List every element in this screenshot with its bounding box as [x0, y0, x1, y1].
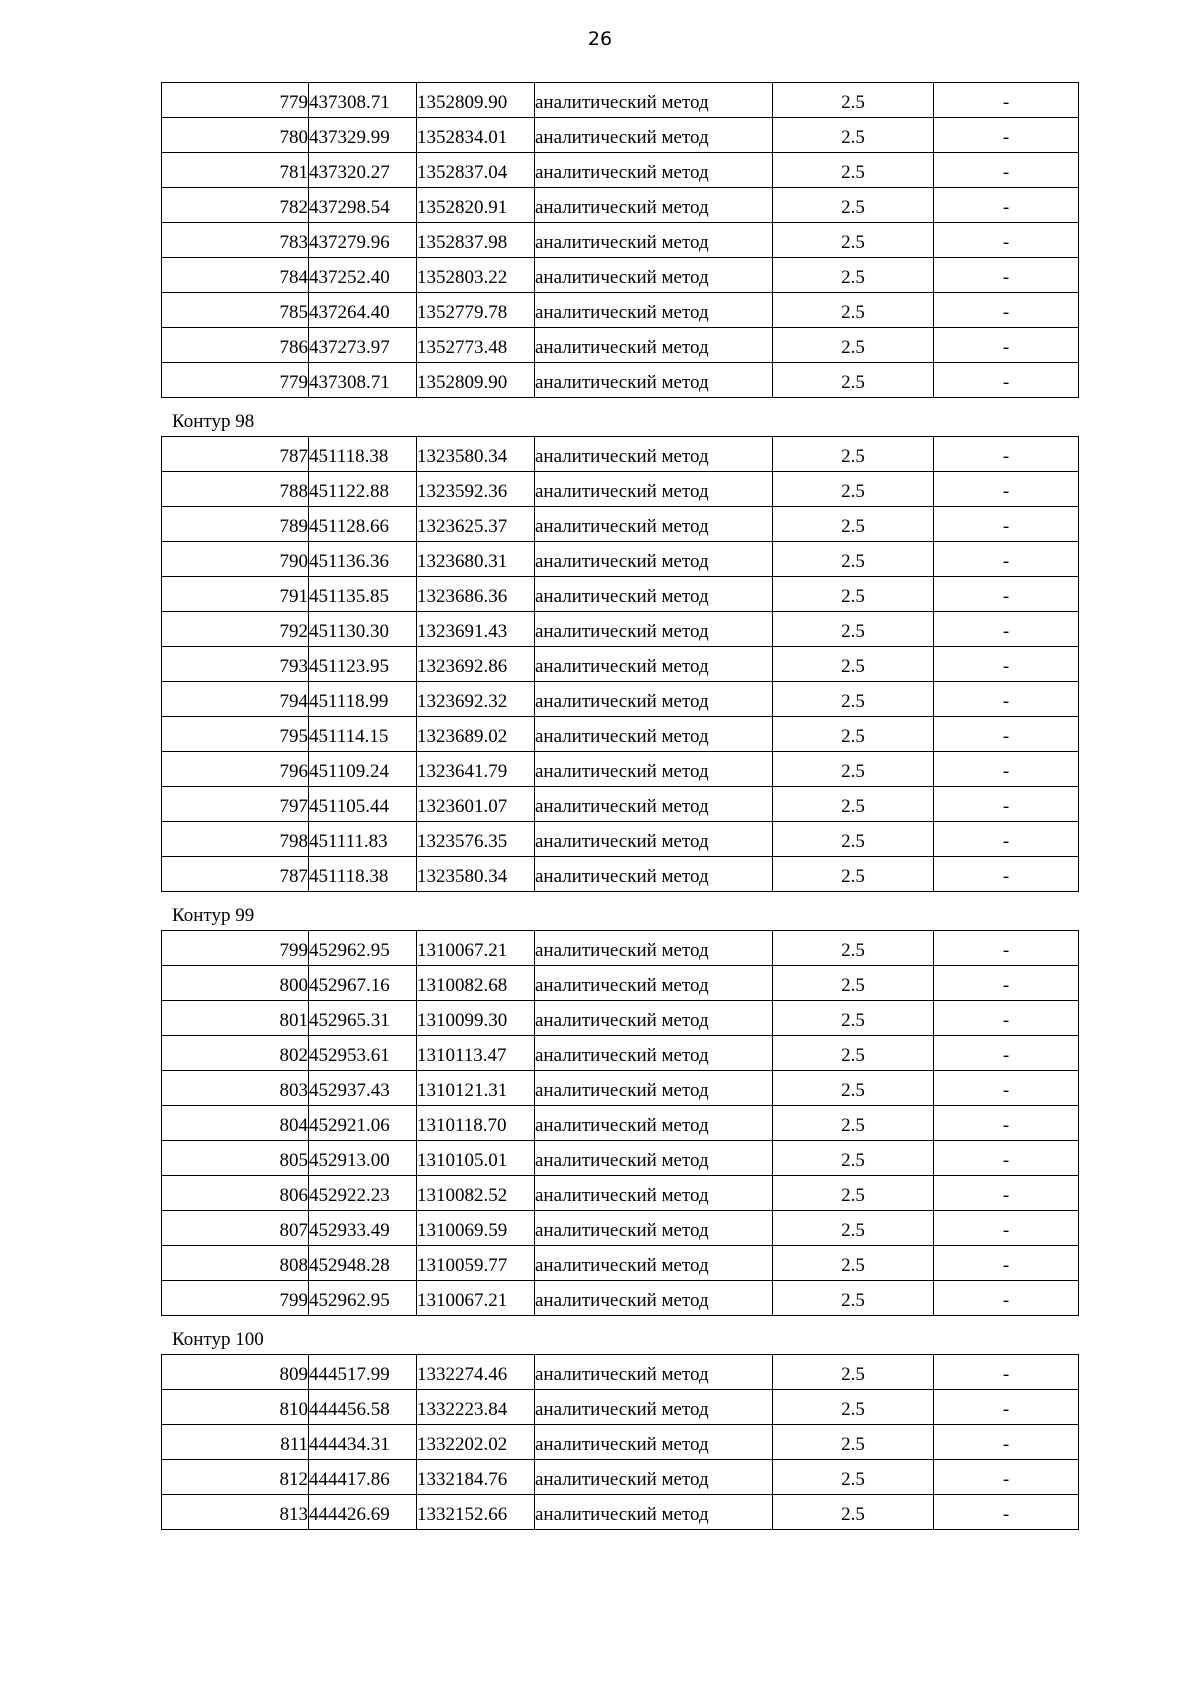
y-coordinate-cell: 1352773.48 — [417, 328, 535, 363]
accuracy-cell: 2.5 — [773, 328, 934, 363]
accuracy-cell: 2.5 — [773, 717, 934, 752]
point-number-cell: 787 — [162, 857, 309, 892]
description-cell: - — [934, 1281, 1079, 1316]
method-cell: аналитический метод — [535, 363, 773, 398]
accuracy-cell: 2.5 — [773, 293, 934, 328]
method-cell: аналитический метод — [535, 258, 773, 293]
method-cell: аналитический метод — [535, 328, 773, 363]
x-coordinate-cell: 451118.38 — [309, 437, 417, 472]
description-cell: - — [934, 1460, 1079, 1495]
x-coordinate-cell: 444517.99 — [309, 1355, 417, 1390]
description-cell: - — [934, 542, 1079, 577]
description-cell: - — [934, 507, 1079, 542]
description-cell: - — [934, 966, 1079, 1001]
method-cell: аналитический метод — [535, 1495, 773, 1530]
description-cell: - — [934, 1246, 1079, 1281]
point-number-cell: 790 — [162, 542, 309, 577]
x-coordinate-cell: 437273.97 — [309, 328, 417, 363]
y-coordinate-cell: 1323592.36 — [417, 472, 535, 507]
method-cell: аналитический метод — [535, 507, 773, 542]
description-cell: - — [934, 787, 1079, 822]
accuracy-cell: 2.5 — [773, 1141, 934, 1176]
method-cell: аналитический метод — [535, 1355, 773, 1390]
point-number-cell: 799 — [162, 1281, 309, 1316]
accuracy-cell: 2.5 — [773, 472, 934, 507]
y-coordinate-cell: 1310118.70 — [417, 1106, 535, 1141]
y-coordinate-cell: 1332274.46 — [417, 1355, 535, 1390]
x-coordinate-cell: 451122.88 — [309, 472, 417, 507]
description-cell: - — [934, 258, 1079, 293]
description-cell: - — [934, 1071, 1079, 1106]
point-number-cell: 779 — [162, 363, 309, 398]
description-cell: - — [934, 188, 1079, 223]
method-cell: аналитический метод — [535, 717, 773, 752]
y-coordinate-cell: 1323576.35 — [417, 822, 535, 857]
x-coordinate-cell: 437308.71 — [309, 83, 417, 118]
point-number-cell: 781 — [162, 153, 309, 188]
accuracy-cell: 2.5 — [773, 1211, 934, 1246]
table-row — [162, 1211, 1079, 1246]
coordinates-table — [161, 82, 1079, 398]
table-row — [162, 577, 1079, 612]
point-number-cell: 803 — [162, 1071, 309, 1106]
accuracy-cell: 2.5 — [773, 857, 934, 892]
description-cell: - — [934, 612, 1079, 647]
table-row — [162, 437, 1079, 472]
x-coordinate-cell: 451105.44 — [309, 787, 417, 822]
y-coordinate-cell: 1310082.52 — [417, 1176, 535, 1211]
x-coordinate-cell: 437264.40 — [309, 293, 417, 328]
method-cell: аналитический метод — [535, 1001, 773, 1036]
point-number-cell: 800 — [162, 966, 309, 1001]
y-coordinate-cell: 1352834.01 — [417, 118, 535, 153]
table-row — [162, 507, 1079, 542]
description-cell: - — [934, 118, 1079, 153]
table-row — [162, 1355, 1079, 1390]
point-number-cell: 783 — [162, 223, 309, 258]
x-coordinate-cell: 451109.24 — [309, 752, 417, 787]
point-number-cell: 802 — [162, 1036, 309, 1071]
description-cell: - — [934, 293, 1079, 328]
point-number-cell: 796 — [162, 752, 309, 787]
table-row — [162, 1141, 1079, 1176]
y-coordinate-cell: 1323625.37 — [417, 507, 535, 542]
table-row — [162, 1001, 1079, 1036]
x-coordinate-cell: 452937.43 — [309, 1071, 417, 1106]
y-coordinate-cell: 1323601.07 — [417, 787, 535, 822]
x-coordinate-cell: 452962.95 — [309, 931, 417, 966]
accuracy-cell: 2.5 — [773, 1425, 934, 1460]
description-cell: - — [934, 1001, 1079, 1036]
accuracy-cell: 2.5 — [773, 1495, 934, 1530]
x-coordinate-cell: 437252.40 — [309, 258, 417, 293]
y-coordinate-cell: 1352837.98 — [417, 223, 535, 258]
y-coordinate-cell: 1323692.86 — [417, 647, 535, 682]
table-row — [162, 328, 1079, 363]
accuracy-cell: 2.5 — [773, 682, 934, 717]
table-row — [162, 787, 1079, 822]
y-coordinate-cell: 1332223.84 — [417, 1390, 535, 1425]
y-coordinate-cell: 1323580.34 — [417, 437, 535, 472]
table-row — [162, 1246, 1079, 1281]
contour-label: Контур 99 — [172, 905, 255, 926]
y-coordinate-cell: 1352803.22 — [417, 258, 535, 293]
table-row — [162, 1495, 1079, 1530]
table-row — [162, 1390, 1079, 1425]
description-cell: - — [934, 472, 1079, 507]
x-coordinate-cell: 452948.28 — [309, 1246, 417, 1281]
y-coordinate-cell: 1310067.21 — [417, 931, 535, 966]
method-cell: аналитический метод — [535, 612, 773, 647]
coordinates-table — [161, 1354, 1079, 1530]
accuracy-cell: 2.5 — [773, 1001, 934, 1036]
accuracy-cell: 2.5 — [773, 1036, 934, 1071]
method-cell: аналитический метод — [535, 931, 773, 966]
method-cell: аналитический метод — [535, 1460, 773, 1495]
method-cell: аналитический метод — [535, 1425, 773, 1460]
description-cell: - — [934, 83, 1079, 118]
point-number-cell: 786 — [162, 328, 309, 363]
accuracy-cell: 2.5 — [773, 1355, 934, 1390]
description-cell: - — [934, 647, 1079, 682]
method-cell: аналитический метод — [535, 647, 773, 682]
x-coordinate-cell: 452922.23 — [309, 1176, 417, 1211]
x-coordinate-cell: 451128.66 — [309, 507, 417, 542]
x-coordinate-cell: 437298.54 — [309, 188, 417, 223]
table-row — [162, 647, 1079, 682]
method-cell: аналитический метод — [535, 1281, 773, 1316]
point-number-cell: 788 — [162, 472, 309, 507]
point-number-cell: 798 — [162, 822, 309, 857]
table-row — [162, 188, 1079, 223]
table-row — [162, 153, 1079, 188]
point-number-cell: 784 — [162, 258, 309, 293]
accuracy-cell: 2.5 — [773, 577, 934, 612]
method-cell: аналитический метод — [535, 223, 773, 258]
x-coordinate-cell: 444426.69 — [309, 1495, 417, 1530]
y-coordinate-cell: 1310121.31 — [417, 1071, 535, 1106]
table-row — [162, 1106, 1079, 1141]
accuracy-cell: 2.5 — [773, 83, 934, 118]
method-cell: аналитический метод — [535, 118, 773, 153]
table-row — [162, 966, 1079, 1001]
description-cell: - — [934, 752, 1079, 787]
point-number-cell: 810 — [162, 1390, 309, 1425]
x-coordinate-cell: 452965.31 — [309, 1001, 417, 1036]
point-number-cell: 789 — [162, 507, 309, 542]
table-row — [162, 717, 1079, 752]
y-coordinate-cell: 1352809.90 — [417, 83, 535, 118]
y-coordinate-cell: 1310059.77 — [417, 1246, 535, 1281]
method-cell: аналитический метод — [535, 1390, 773, 1425]
method-cell: аналитический метод — [535, 1246, 773, 1281]
y-coordinate-cell: 1310082.68 — [417, 966, 535, 1001]
point-number-cell: 813 — [162, 1495, 309, 1530]
y-coordinate-cell: 1332152.66 — [417, 1495, 535, 1530]
point-number-cell: 801 — [162, 1001, 309, 1036]
table-row — [162, 682, 1079, 717]
x-coordinate-cell: 451114.15 — [309, 717, 417, 752]
accuracy-cell: 2.5 — [773, 118, 934, 153]
point-number-cell: 805 — [162, 1141, 309, 1176]
point-number-cell: 779 — [162, 83, 309, 118]
point-number-cell: 782 — [162, 188, 309, 223]
table-row — [162, 223, 1079, 258]
point-number-cell: 806 — [162, 1176, 309, 1211]
table-row — [162, 542, 1079, 577]
y-coordinate-cell: 1323686.36 — [417, 577, 535, 612]
description-cell: - — [934, 1141, 1079, 1176]
point-number-cell: 809 — [162, 1355, 309, 1390]
accuracy-cell: 2.5 — [773, 931, 934, 966]
method-cell: аналитический метод — [535, 1211, 773, 1246]
description-cell: - — [934, 577, 1079, 612]
x-coordinate-cell: 451118.38 — [309, 857, 417, 892]
accuracy-cell: 2.5 — [773, 1106, 934, 1141]
coordinates-table — [161, 436, 1079, 892]
accuracy-cell: 2.5 — [773, 153, 934, 188]
description-cell: - — [934, 1355, 1079, 1390]
y-coordinate-cell: 1310113.47 — [417, 1036, 535, 1071]
x-coordinate-cell: 444456.58 — [309, 1390, 417, 1425]
y-coordinate-cell: 1352779.78 — [417, 293, 535, 328]
description-cell: - — [934, 1425, 1079, 1460]
x-coordinate-cell: 451118.99 — [309, 682, 417, 717]
point-number-cell: 799 — [162, 931, 309, 966]
accuracy-cell: 2.5 — [773, 1246, 934, 1281]
y-coordinate-cell: 1323580.34 — [417, 857, 535, 892]
table-row — [162, 1176, 1079, 1211]
x-coordinate-cell: 452953.61 — [309, 1036, 417, 1071]
accuracy-cell: 2.5 — [773, 966, 934, 1001]
method-cell: аналитический метод — [535, 1071, 773, 1106]
x-coordinate-cell: 437320.27 — [309, 153, 417, 188]
x-coordinate-cell: 452933.49 — [309, 1211, 417, 1246]
point-number-cell: 780 — [162, 118, 309, 153]
point-number-cell: 807 — [162, 1211, 309, 1246]
table-row — [162, 857, 1079, 892]
table-row — [162, 1036, 1079, 1071]
x-coordinate-cell: 452967.16 — [309, 966, 417, 1001]
accuracy-cell: 2.5 — [773, 188, 934, 223]
accuracy-cell: 2.5 — [773, 1460, 934, 1495]
contour-label: Контур 98 — [172, 411, 255, 432]
method-cell: аналитический метод — [535, 857, 773, 892]
accuracy-cell: 2.5 — [773, 752, 934, 787]
accuracy-cell: 2.5 — [773, 1281, 934, 1316]
table-row — [162, 931, 1079, 966]
y-coordinate-cell: 1323692.32 — [417, 682, 535, 717]
table-row — [162, 293, 1079, 328]
point-number-cell: 792 — [162, 612, 309, 647]
x-coordinate-cell: 437279.96 — [309, 223, 417, 258]
x-coordinate-cell: 452913.00 — [309, 1141, 417, 1176]
point-number-cell: 811 — [162, 1425, 309, 1460]
description-cell: - — [934, 1211, 1079, 1246]
description-cell: - — [934, 822, 1079, 857]
method-cell: аналитический метод — [535, 787, 773, 822]
method-cell: аналитический метод — [535, 1106, 773, 1141]
y-coordinate-cell: 1352837.04 — [417, 153, 535, 188]
method-cell: аналитический метод — [535, 1141, 773, 1176]
description-cell: - — [934, 328, 1079, 363]
x-coordinate-cell: 444434.31 — [309, 1425, 417, 1460]
y-coordinate-cell: 1310069.59 — [417, 1211, 535, 1246]
table-row — [162, 1425, 1079, 1460]
table-row — [162, 258, 1079, 293]
description-cell: - — [934, 857, 1079, 892]
table-row — [162, 472, 1079, 507]
point-number-cell: 791 — [162, 577, 309, 612]
table-row — [162, 1460, 1079, 1495]
description-cell: - — [934, 1390, 1079, 1425]
method-cell: аналитический метод — [535, 1036, 773, 1071]
method-cell: аналитический метод — [535, 966, 773, 1001]
y-coordinate-cell: 1323689.02 — [417, 717, 535, 752]
point-number-cell: 785 — [162, 293, 309, 328]
page-number: 26 — [587, 28, 613, 50]
method-cell: аналитический метод — [535, 542, 773, 577]
point-number-cell: 793 — [162, 647, 309, 682]
accuracy-cell: 2.5 — [773, 363, 934, 398]
accuracy-cell: 2.5 — [773, 223, 934, 258]
x-coordinate-cell: 452962.95 — [309, 1281, 417, 1316]
point-number-cell: 804 — [162, 1106, 309, 1141]
method-cell: аналитический метод — [535, 293, 773, 328]
point-number-cell: 797 — [162, 787, 309, 822]
description-cell: - — [934, 363, 1079, 398]
y-coordinate-cell: 1310099.30 — [417, 1001, 535, 1036]
y-coordinate-cell: 1352809.90 — [417, 363, 535, 398]
accuracy-cell: 2.5 — [773, 647, 934, 682]
y-coordinate-cell: 1323680.31 — [417, 542, 535, 577]
description-cell: - — [934, 931, 1079, 966]
accuracy-cell: 2.5 — [773, 437, 934, 472]
y-coordinate-cell: 1332202.02 — [417, 1425, 535, 1460]
y-coordinate-cell: 1332184.76 — [417, 1460, 535, 1495]
accuracy-cell: 2.5 — [773, 507, 934, 542]
method-cell: аналитический метод — [535, 472, 773, 507]
x-coordinate-cell: 437308.71 — [309, 363, 417, 398]
accuracy-cell: 2.5 — [773, 1176, 934, 1211]
method-cell: аналитический метод — [535, 577, 773, 612]
accuracy-cell: 2.5 — [773, 258, 934, 293]
accuracy-cell: 2.5 — [773, 542, 934, 577]
description-cell: - — [934, 223, 1079, 258]
y-coordinate-cell: 1323691.43 — [417, 612, 535, 647]
x-coordinate-cell: 444417.86 — [309, 1460, 417, 1495]
table-row — [162, 363, 1079, 398]
accuracy-cell: 2.5 — [773, 822, 934, 857]
description-cell: - — [934, 1495, 1079, 1530]
accuracy-cell: 2.5 — [773, 1390, 934, 1425]
x-coordinate-cell: 451111.83 — [309, 822, 417, 857]
table-row — [162, 822, 1079, 857]
table-row — [162, 83, 1079, 118]
table-row — [162, 612, 1079, 647]
description-cell: - — [934, 682, 1079, 717]
x-coordinate-cell: 451123.95 — [309, 647, 417, 682]
table-row — [162, 118, 1079, 153]
method-cell: аналитический метод — [535, 153, 773, 188]
x-coordinate-cell: 451136.36 — [309, 542, 417, 577]
method-cell: аналитический метод — [535, 188, 773, 223]
method-cell: аналитический метод — [535, 752, 773, 787]
method-cell: аналитический метод — [535, 83, 773, 118]
x-coordinate-cell: 452921.06 — [309, 1106, 417, 1141]
contour-label: Контур 100 — [172, 1329, 264, 1350]
method-cell: аналитический метод — [535, 682, 773, 717]
accuracy-cell: 2.5 — [773, 787, 934, 822]
point-number-cell: 787 — [162, 437, 309, 472]
description-cell: - — [934, 717, 1079, 752]
coordinates-table — [161, 930, 1079, 1316]
y-coordinate-cell: 1310105.01 — [417, 1141, 535, 1176]
accuracy-cell: 2.5 — [773, 1071, 934, 1106]
point-number-cell: 812 — [162, 1460, 309, 1495]
point-number-cell: 795 — [162, 717, 309, 752]
coordinates-document — [161, 82, 1078, 1530]
description-cell: - — [934, 1106, 1079, 1141]
x-coordinate-cell: 437329.99 — [309, 118, 417, 153]
x-coordinate-cell: 451135.85 — [309, 577, 417, 612]
description-cell: - — [934, 1176, 1079, 1211]
table-row — [162, 1071, 1079, 1106]
description-cell: - — [934, 437, 1079, 472]
table-row — [162, 752, 1079, 787]
table-row — [162, 1281, 1079, 1316]
method-cell: аналитический метод — [535, 437, 773, 472]
y-coordinate-cell: 1352820.91 — [417, 188, 535, 223]
y-coordinate-cell: 1323641.79 — [417, 752, 535, 787]
description-cell: - — [934, 153, 1079, 188]
point-number-cell: 808 — [162, 1246, 309, 1281]
accuracy-cell: 2.5 — [773, 612, 934, 647]
description-cell: - — [934, 1036, 1079, 1071]
method-cell: аналитический метод — [535, 822, 773, 857]
y-coordinate-cell: 1310067.21 — [417, 1281, 535, 1316]
x-coordinate-cell: 451130.30 — [309, 612, 417, 647]
method-cell: аналитический метод — [535, 1176, 773, 1211]
point-number-cell: 794 — [162, 682, 309, 717]
